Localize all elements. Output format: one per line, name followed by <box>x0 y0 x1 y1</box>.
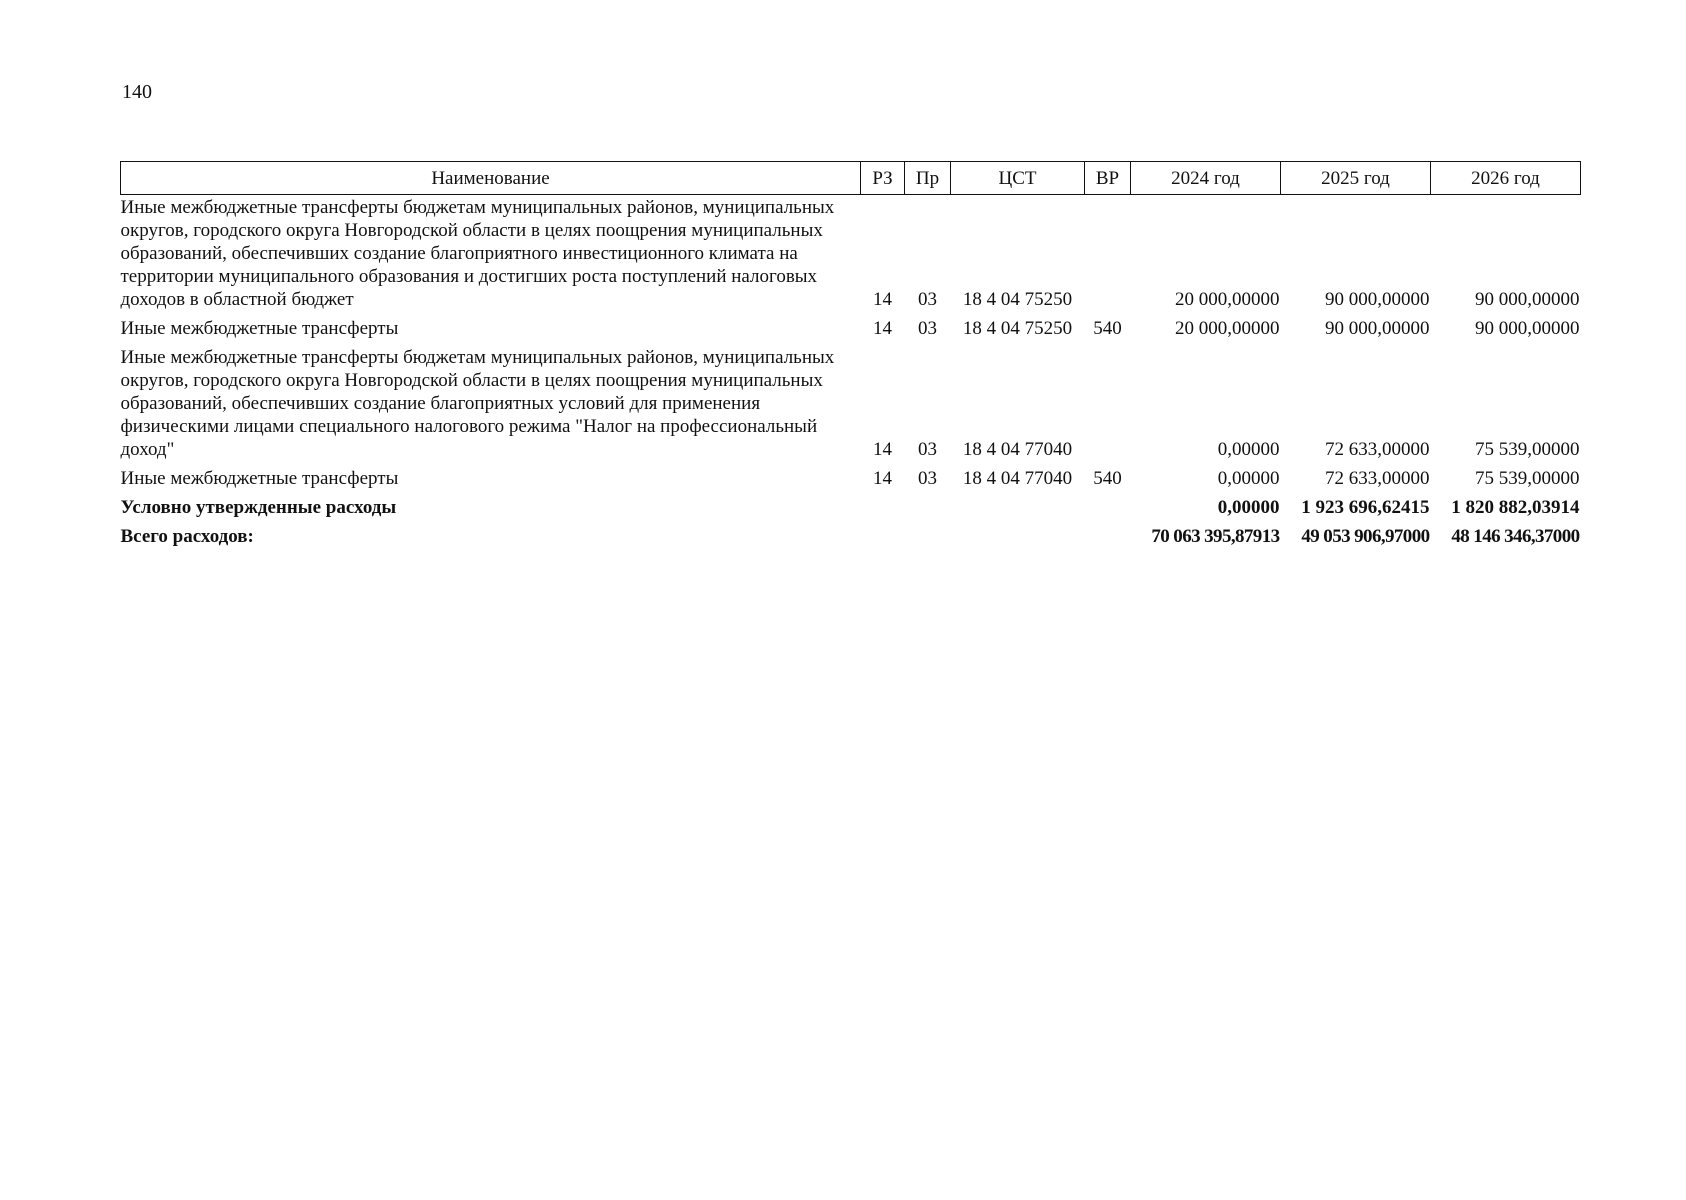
table-row <box>121 314 1581 343</box>
table-row <box>121 343 1581 464</box>
row-rz: 14 <box>873 289 892 310</box>
row-vr: 540 <box>1093 468 1122 489</box>
row-pr: 03 <box>918 289 937 310</box>
header-name: Наименование <box>121 162 861 195</box>
row-name: Иные межбюджетные трансферты бюджетам муниципальных районов, муниципальных округов, городского округа Новгородской области в целях поощрения муниципальных образований, обеспечивших создание благоприятного инвестиционного климата на территории муниципального образования и достигших роста поступлений налоговых доходов в областной бюджет <box>120 197 835 310</box>
row-2025: 72 633,00000 <box>1325 468 1430 489</box>
row-rz: 14 <box>873 439 892 460</box>
conditional-2026: 1 820 882,03914 <box>1451 497 1580 518</box>
row-name: Иные межбюджетные трансферты <box>120 468 399 489</box>
conditional-2024: 0,00000 <box>1217 497 1280 518</box>
row-pr: 03 <box>918 468 937 489</box>
row-2025: 90 000,00000 <box>1325 318 1430 339</box>
row-2024: 20 000,00000 <box>1175 289 1280 310</box>
table-header-row <box>121 162 1581 195</box>
row-2026: 75 539,00000 <box>1475 468 1580 489</box>
header-2026: 2026 год <box>1431 162 1581 195</box>
row-name: Иные межбюджетные трансферты <box>120 318 399 339</box>
row-pr: 03 <box>918 439 937 460</box>
header-pr: Пр <box>905 162 951 195</box>
row-2024: 20 000,00000 <box>1175 318 1280 339</box>
conditional-expenses-row <box>121 493 1581 522</box>
row-2026: 90 000,00000 <box>1475 289 1580 310</box>
total-expenses-row <box>121 522 1581 551</box>
row-2025: 72 633,00000 <box>1325 439 1430 460</box>
total-2024: 70 063 395,87913 <box>1151 526 1280 547</box>
row-2026: 90 000,00000 <box>1475 318 1580 339</box>
row-pr: 03 <box>918 318 937 339</box>
page-number: 140 <box>122 81 152 103</box>
row-cst: 18 4 04 77040 <box>962 439 1073 460</box>
row-2024: 0,00000 <box>1217 439 1280 460</box>
row-rz: 14 <box>873 468 892 489</box>
row-2026: 75 539,00000 <box>1475 439 1580 460</box>
total-2026: 48 146 346,37000 <box>1451 526 1580 547</box>
total-expenses-label: Всего расходов: <box>120 526 254 547</box>
total-2025: 49 053 906,97000 <box>1301 526 1430 547</box>
row-cst: 18 4 04 75250 <box>962 318 1073 339</box>
table-row <box>121 195 1581 315</box>
row-cst: 18 4 04 75250 <box>962 289 1073 310</box>
header-vr: ВР <box>1085 162 1131 195</box>
budget-table <box>120 161 1581 551</box>
header-cst: ЦСТ <box>951 162 1085 195</box>
row-cst: 18 4 04 77040 <box>962 468 1073 489</box>
row-rz: 14 <box>873 318 892 339</box>
table-row <box>121 464 1581 493</box>
header-2024: 2024 год <box>1131 162 1281 195</box>
row-name: Иные межбюджетные трансферты бюджетам муниципальных районов, муниципальных округов, городского округа Новгородской области в целях поощрения муниципальных образований, обеспечивших создание благоприятных условий для применения физическими лицами специального налогового режима "Налог на профессиональный доход" <box>120 347 835 460</box>
conditional-2025: 1 923 696,62415 <box>1301 497 1430 518</box>
row-vr <box>1085 343 1131 464</box>
row-vr: 540 <box>1093 318 1122 339</box>
row-vr <box>1085 195 1131 315</box>
header-rz: РЗ <box>861 162 905 195</box>
conditional-expenses-label: Условно утвержденные расходы <box>120 497 397 518</box>
row-2025: 90 000,00000 <box>1325 289 1430 310</box>
header-2025: 2025 год <box>1281 162 1431 195</box>
row-2024: 0,00000 <box>1217 468 1280 489</box>
